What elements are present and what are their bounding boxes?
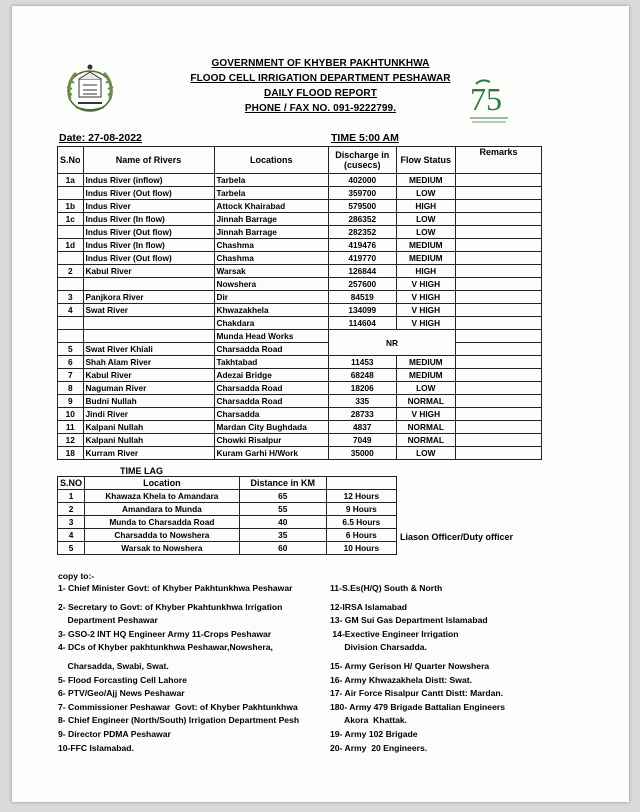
header-department: FLOOD CELL IRRIGATION DEPARTMENT PESHAWAR xyxy=(190,73,451,84)
row-status: MEDIUM xyxy=(396,356,456,369)
copy-recipient: 10-FFC Islamabad. xyxy=(58,742,134,753)
row-status: NORMAL xyxy=(396,434,456,447)
copy-recipient: Akora Khattak. xyxy=(330,715,408,726)
row-sno: 10 xyxy=(58,408,84,421)
row-status: LOW xyxy=(396,226,456,239)
lag-hours: 9 Hours xyxy=(326,503,396,516)
row-status: HIGH xyxy=(396,200,456,213)
col-discharge: Discharge in (cusecs) xyxy=(329,147,397,174)
table-row xyxy=(58,490,397,503)
row-sno: 1d xyxy=(58,239,84,252)
row-sno xyxy=(58,187,84,200)
row-location: Jinnah Barrage xyxy=(214,213,329,226)
row-remarks xyxy=(456,291,542,304)
table-row xyxy=(58,304,542,317)
table-row xyxy=(58,434,542,447)
table-row xyxy=(58,421,542,434)
copy-recipient: 19- Army 102 Brigade xyxy=(330,728,418,739)
row-location: Munda Head Works xyxy=(214,330,329,343)
row-sno: 4 xyxy=(58,304,84,317)
row-status: LOW xyxy=(396,213,456,226)
lag-sno: 5 xyxy=(58,542,85,555)
lag-col-time xyxy=(326,477,396,490)
row-sno: 1c xyxy=(58,213,84,226)
row-river xyxy=(83,330,214,343)
row-status: V HIGH xyxy=(396,408,456,421)
table-row xyxy=(58,226,542,239)
row-river: Kabul River xyxy=(83,265,214,278)
row-remarks xyxy=(456,421,542,434)
header-report-title: DAILY FLOOD REPORT xyxy=(264,88,377,99)
table-row xyxy=(58,356,542,369)
lag-distance: 40 xyxy=(239,516,326,529)
table-row xyxy=(58,529,397,542)
copy-recipient: 20- Army 20 Engineers. xyxy=(330,742,428,753)
row-remarks xyxy=(456,447,542,460)
lag-col-sno: S.NO xyxy=(58,477,85,490)
row-river: Indus River (Out flow) xyxy=(83,252,214,265)
row-remarks xyxy=(456,408,542,421)
copy-recipient: Department Peshawar xyxy=(58,615,158,626)
row-remarks xyxy=(456,395,542,408)
row-discharge: 35000 xyxy=(329,447,397,460)
row-status: V HIGH xyxy=(396,317,456,330)
row-remarks xyxy=(456,239,542,252)
row-location: Kuram Garhi H/Work xyxy=(214,447,329,460)
row-remarks xyxy=(456,434,542,447)
row-river: Swat River Khiali xyxy=(83,343,214,356)
row-discharge: 579500 xyxy=(329,200,397,213)
row-river: Indus River xyxy=(83,200,214,213)
row-status: LOW xyxy=(396,187,456,200)
row-discharge: 282352 xyxy=(329,226,397,239)
copy-recipient: 13- GM Sui Gas Department Islamabad xyxy=(330,615,488,626)
row-discharge: 402000 xyxy=(329,174,397,187)
row-discharge: 419476 xyxy=(329,239,397,252)
lag-location: Munda to Charsadda Road xyxy=(85,516,240,529)
row-discharge: 335 xyxy=(329,395,397,408)
row-remarks xyxy=(456,265,542,278)
lag-hours: 10 Hours xyxy=(326,542,396,555)
lag-distance: 65 xyxy=(239,490,326,503)
copy-recipient: 3- GSO-2 INT HQ Engineer Army 11-Crops Peshawar xyxy=(58,628,272,639)
copy-recipient: 16- Army Khwazakhela Distt: Swat. xyxy=(330,674,472,685)
row-sno: 12 xyxy=(58,434,84,447)
row-discharge: 126844 xyxy=(329,265,397,278)
row-remarks xyxy=(456,252,542,265)
lag-location: Warsak to Nowshera xyxy=(85,542,240,555)
row-location: Tarbela xyxy=(214,174,329,187)
row-discharge: 84519 xyxy=(329,291,397,304)
table-row xyxy=(58,213,542,226)
row-remarks xyxy=(456,343,542,356)
row-discharge: 28733 xyxy=(329,408,397,421)
copy-recipient: 17- Air Force Risalpur Cantt Distt: Mardan. xyxy=(330,688,504,699)
row-remarks xyxy=(456,213,542,226)
row-location: Dir xyxy=(214,291,329,304)
row-remarks xyxy=(456,226,542,239)
table-row xyxy=(58,447,542,460)
copy-recipient: 7- Commissioner Peshawar Govt: of Khyber Pakhtunkhwa xyxy=(58,701,298,712)
row-sno: 2 xyxy=(58,265,84,278)
row-location: Chashma xyxy=(214,239,329,252)
row-location: Charsadda Road xyxy=(214,382,329,395)
lag-col-distance: Distance in KM xyxy=(239,477,326,490)
row-location: Charsadda xyxy=(214,408,329,421)
row-sno: 1a xyxy=(58,174,84,187)
copy-recipient: 11-S.Es(H/Q) South & North xyxy=(330,583,443,593)
pakistan-75-logo-icon xyxy=(464,76,514,128)
row-river: Kurram River xyxy=(83,447,214,460)
report-header xyxy=(12,56,629,116)
col-sno: S.No xyxy=(58,147,84,174)
row-river: Swat River xyxy=(83,304,214,317)
table-row xyxy=(58,174,542,187)
lag-location: Amandara to Munda xyxy=(85,503,240,516)
row-status: HIGH xyxy=(396,265,456,278)
copy-recipient: Division Charsadda. xyxy=(330,642,427,653)
report-date: Date: 27-08-2022 xyxy=(59,132,142,144)
row-remarks xyxy=(456,356,542,369)
table-row xyxy=(58,395,542,408)
table-row xyxy=(58,200,542,213)
nr-cell: NR xyxy=(329,330,456,356)
row-sno xyxy=(58,226,84,239)
row-discharge: 114604 xyxy=(329,317,397,330)
lag-sno: 4 xyxy=(58,529,85,542)
copy-recipient: 15- Army Gerison H/ Quarter Nowshera xyxy=(330,660,490,671)
row-remarks xyxy=(456,304,542,317)
row-sno: 6 xyxy=(58,356,84,369)
table-row xyxy=(58,330,542,343)
row-remarks xyxy=(456,174,542,187)
row-location: Khwazakhela xyxy=(214,304,329,317)
table-row xyxy=(58,343,542,356)
report-page xyxy=(12,6,629,802)
row-remarks xyxy=(456,317,542,330)
row-discharge: 134099 xyxy=(329,304,397,317)
row-status: LOW xyxy=(396,447,456,460)
copy-recipient: 9- Director PDMA Peshawar xyxy=(58,728,171,739)
row-status: MEDIUM xyxy=(396,252,456,265)
time-lag-table xyxy=(57,476,397,555)
time-lag-title: TIME LAG xyxy=(120,466,163,476)
copy-recipient: 4- DCs of Khyber pakhtunkhwa Peshawar,Nowshera, xyxy=(58,642,273,653)
col-river-name: Name of Rivers xyxy=(83,147,214,174)
table-row xyxy=(58,408,542,421)
row-status: V HIGH xyxy=(396,291,456,304)
copy-to-title: copy to:- xyxy=(58,571,95,581)
copy-recipient: 6- PTV/Geo/Ajj News Peshawar xyxy=(58,688,185,699)
row-discharge: 286352 xyxy=(329,213,397,226)
col-remarks: Remarks xyxy=(456,147,542,174)
table-row xyxy=(58,187,542,200)
row-location: Chashma xyxy=(214,252,329,265)
lag-sno: 3 xyxy=(58,516,85,529)
flood-table xyxy=(57,146,542,460)
lag-location: Charsadda to Nowshera xyxy=(85,529,240,542)
copy-recipient: Charsadda, Swabi, Swat. xyxy=(58,660,169,671)
row-remarks xyxy=(456,369,542,382)
copy-list-right xyxy=(330,582,505,755)
time-lag-header xyxy=(58,477,397,490)
row-river: Kalpani Nullah xyxy=(83,421,214,434)
table-row xyxy=(58,503,397,516)
row-remarks xyxy=(456,330,542,343)
row-sno: 5 xyxy=(58,343,84,356)
row-river: Kalpani Nullah xyxy=(83,434,214,447)
row-river xyxy=(83,278,214,291)
row-river: Indus River (Out flow) xyxy=(83,187,214,200)
row-sno xyxy=(58,278,84,291)
lag-hours: 6.5 Hours xyxy=(326,516,396,529)
row-discharge: 18206 xyxy=(329,382,397,395)
row-location: Tarbela xyxy=(214,187,329,200)
table-row xyxy=(58,516,397,529)
row-remarks xyxy=(456,187,542,200)
row-sno: 7 xyxy=(58,369,84,382)
lag-distance: 35 xyxy=(239,529,326,542)
row-location: Chakdara xyxy=(214,317,329,330)
row-location: Nowshera xyxy=(214,278,329,291)
table-row xyxy=(58,317,542,330)
logo-75-text: 75 xyxy=(470,81,502,117)
row-status: MEDIUM xyxy=(396,369,456,382)
flood-table-header xyxy=(58,147,542,174)
row-location: Takhtabad xyxy=(214,356,329,369)
table-row xyxy=(58,239,542,252)
row-discharge: 68248 xyxy=(329,369,397,382)
copy-recipient: 180- Army 479 Brigade Battalian Engineers xyxy=(330,701,505,712)
copy-recipient: 14-Exective Engineer Irrigation xyxy=(330,628,459,639)
table-row xyxy=(58,291,542,304)
row-remarks xyxy=(456,382,542,395)
row-river: Kabul River xyxy=(83,369,214,382)
row-sno: 11 xyxy=(58,421,84,434)
header-government: GOVERNMENT OF KHYBER PAKHTUNKHWA xyxy=(211,58,430,69)
header-phone: PHONE / FAX NO. 091-9222799. xyxy=(244,103,397,114)
row-location: Mardan City Bughdada xyxy=(214,421,329,434)
row-sno: 3 xyxy=(58,291,84,304)
lag-sno: 1 xyxy=(58,490,85,503)
row-location: Charsadda Road xyxy=(214,343,329,356)
row-sno: 8 xyxy=(58,382,84,395)
copy-recipient: 8- Chief Engineer (North/South) Irrigation Department Pesh xyxy=(58,715,300,726)
row-location: Warsak xyxy=(214,265,329,278)
copy-recipient: 5- Flood Forcasting Cell Lahore xyxy=(58,674,187,685)
table-row xyxy=(58,542,397,555)
row-status: MEDIUM xyxy=(396,174,456,187)
col-location: Locations xyxy=(214,147,329,174)
row-status: NORMAL xyxy=(396,421,456,434)
row-location: Attock Khairabad xyxy=(214,200,329,213)
table-row xyxy=(58,278,542,291)
lag-col-location: Location xyxy=(85,477,240,490)
row-status: V HIGH xyxy=(396,304,456,317)
row-status: LOW xyxy=(396,382,456,395)
row-river xyxy=(83,317,214,330)
lag-distance: 60 xyxy=(239,542,326,555)
row-river: Indus River (Out flow) xyxy=(83,226,214,239)
copy-list-left xyxy=(58,582,299,755)
copy-recipient: 1- Chief Minister Govt: of Khyber Pakhtunkhwa Peshawar xyxy=(58,583,293,593)
table-row xyxy=(58,252,542,265)
row-discharge: 419770 xyxy=(329,252,397,265)
row-sno: 18 xyxy=(58,447,84,460)
lag-hours: 6 Hours xyxy=(326,529,396,542)
row-status: V HIGH xyxy=(396,278,456,291)
lag-sno: 2 xyxy=(58,503,85,516)
lag-location: Khawaza Khela to Amandara xyxy=(85,490,240,503)
row-remarks xyxy=(456,278,542,291)
table-row xyxy=(58,265,542,278)
row-discharge: 257600 xyxy=(329,278,397,291)
row-discharge: 11453 xyxy=(329,356,397,369)
row-location: Charsadda Road xyxy=(214,395,329,408)
row-river: Jindi River xyxy=(83,408,214,421)
row-sno xyxy=(58,317,84,330)
lag-distance: 55 xyxy=(239,503,326,516)
row-discharge: 359700 xyxy=(329,187,397,200)
liaison-officer-note: Liason Officer/Duty officer xyxy=(400,532,514,542)
lag-hours: 12 Hours xyxy=(326,490,396,503)
table-row xyxy=(58,382,542,395)
row-river: Budni Nullah xyxy=(83,395,214,408)
copy-recipient: 2- Secretary to Govt: of Khyber Pkahtunkhwa Irrigation xyxy=(58,601,283,612)
row-status: MEDIUM xyxy=(396,239,456,252)
row-location: Chowki Risalpur xyxy=(214,434,329,447)
row-sno: 1b xyxy=(58,200,84,213)
row-status: NORMAL xyxy=(396,395,456,408)
row-remarks xyxy=(456,200,542,213)
row-river: Shah Alam River xyxy=(83,356,214,369)
row-location: Jinnah Barrage xyxy=(214,226,329,239)
col-flow-status: Flow Status xyxy=(396,147,456,174)
row-river: Indus River (In flow) xyxy=(83,239,214,252)
row-river: Naguman River xyxy=(83,382,214,395)
row-location: Adezai Bridge xyxy=(214,369,329,382)
row-sno xyxy=(58,252,84,265)
report-time: TIME 5:00 AM xyxy=(331,132,399,144)
row-discharge: 4837 xyxy=(329,421,397,434)
row-river: Panjkora River xyxy=(83,291,214,304)
table-row xyxy=(58,369,542,382)
row-sno xyxy=(58,330,84,343)
row-sno: 9 xyxy=(58,395,84,408)
row-river: Indus River (In flow) xyxy=(83,213,214,226)
row-discharge: 7049 xyxy=(329,434,397,447)
row-river: Indus River (inflow) xyxy=(83,174,214,187)
copy-recipient: 12-IRSA Islamabad xyxy=(330,601,408,612)
